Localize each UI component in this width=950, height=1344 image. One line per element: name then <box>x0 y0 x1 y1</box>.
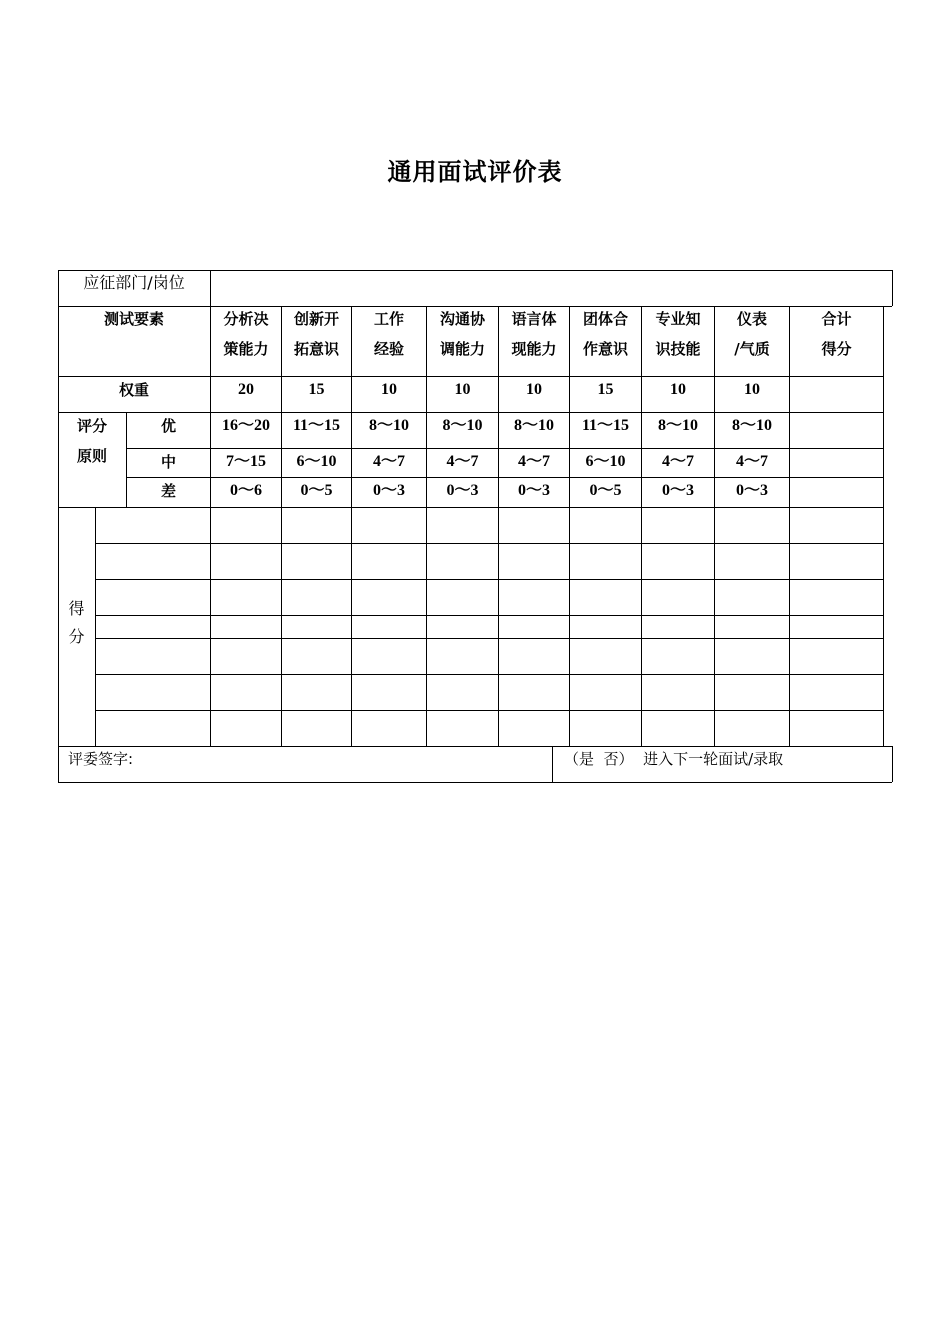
range-poor: 0〜6 <box>229 482 262 499</box>
weight-value: 10 <box>454 381 471 398</box>
col-header-4: 沟通协 调能力 <box>439 310 485 358</box>
weight-label: 权重 <box>118 381 149 399</box>
weight-value: 15 <box>308 381 325 398</box>
factor-label: 测试要素 <box>103 310 164 328</box>
range-mid: 4〜7 <box>735 453 768 470</box>
weight-value: 20 <box>238 381 254 398</box>
evaluation-table <box>58 270 893 783</box>
level-poor-label: 差 <box>160 482 176 500</box>
col-header-6: 团体合 作意识 <box>582 310 628 358</box>
range-mid: 4〜7 <box>661 453 694 470</box>
col-header-1: 分析决 策能力 <box>223 310 269 358</box>
range-poor: 0〜3 <box>517 482 550 499</box>
range-good: 8〜10 <box>513 417 554 434</box>
range-poor: 0〜3 <box>735 482 768 499</box>
range-good: 11〜15 <box>292 417 341 434</box>
range-mid: 4〜7 <box>372 453 405 470</box>
range-good: 8〜10 <box>368 417 409 434</box>
range-poor: 0〜5 <box>589 482 622 499</box>
criteria-label: 评分 原则 <box>76 417 107 465</box>
level-good-label: 优 <box>160 417 176 435</box>
range-good: 16〜20 <box>221 417 270 434</box>
range-mid: 6〜10 <box>296 453 337 470</box>
page-title: 通用面试评价表 <box>387 158 563 186</box>
range-good: 8〜10 <box>657 417 698 434</box>
range-good: 11〜15 <box>581 417 630 434</box>
range-poor: 0〜3 <box>372 482 405 499</box>
range-poor: 0〜3 <box>661 482 694 499</box>
range-mid: 7〜15 <box>225 453 266 470</box>
col-header-7: 专业知 识技能 <box>655 310 701 358</box>
next-round-decision[interactable]: （是 否） 进入下一轮面试/录取 <box>564 750 784 768</box>
dept-label: 应征部门/岗位 <box>83 273 185 292</box>
weight-value: 10 <box>744 381 760 398</box>
col-header-8: 仪表 /气质 <box>734 310 770 358</box>
range-poor: 0〜5 <box>300 482 333 499</box>
level-mid-label: 中 <box>160 453 176 471</box>
range-mid: 6〜10 <box>585 453 626 470</box>
range-mid: 4〜7 <box>446 453 479 470</box>
range-mid: 4〜7 <box>517 453 550 470</box>
dept-field[interactable] <box>211 271 892 306</box>
range-good: 8〜10 <box>731 417 772 434</box>
weight-value: 15 <box>597 381 614 398</box>
weight-value: 10 <box>526 381 542 398</box>
weight-value: 10 <box>381 381 397 398</box>
judge-signature-label: 评委签字: <box>68 750 134 768</box>
range-poor: 0〜3 <box>446 482 479 499</box>
col-header-3: 工作 经验 <box>373 310 404 358</box>
col-header-total: 合计 得分 <box>821 310 852 358</box>
col-header-5: 语言体 现能力 <box>511 310 557 358</box>
weight-value: 10 <box>670 381 686 398</box>
col-header-2: 创新开 拓意识 <box>293 310 339 358</box>
score-label: 得 分 <box>68 599 85 646</box>
judge-signature-field[interactable] <box>138 748 548 780</box>
range-good: 8〜10 <box>442 417 483 434</box>
